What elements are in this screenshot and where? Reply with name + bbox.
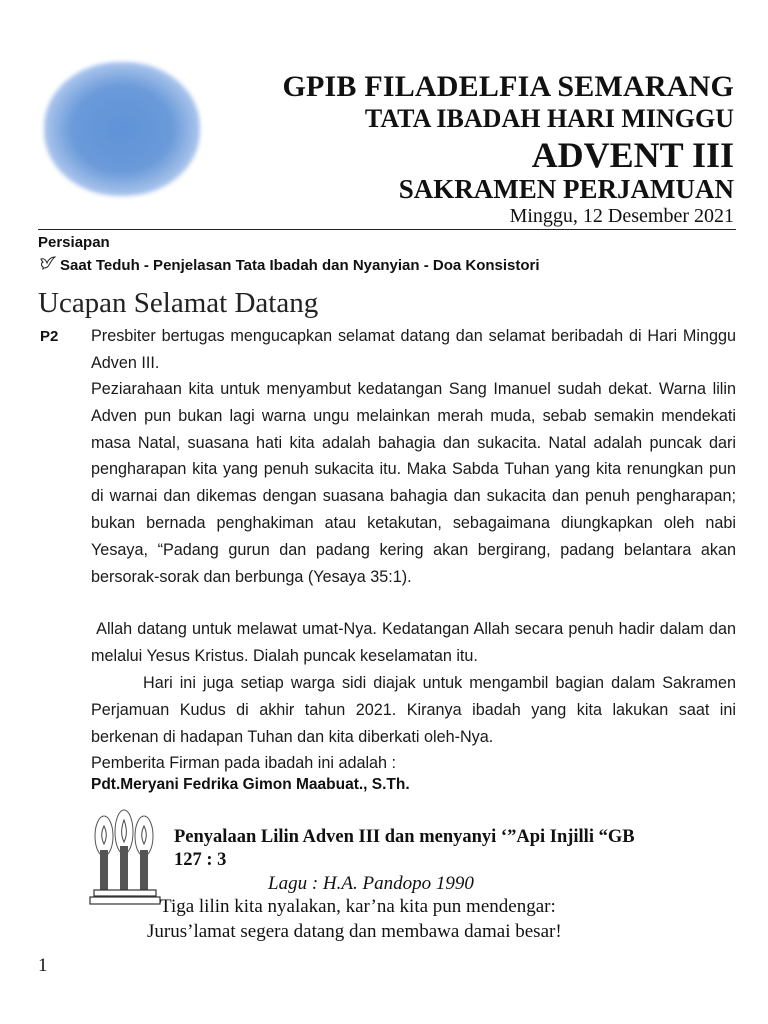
- song-title: [174, 826, 740, 872]
- welcome-paragraph-1: Presbiter bertugas mengucapkan selamat datang dan selamat beribadah di Hari Minggu Adven III.: [91, 327, 736, 372]
- song-title-line-1: Penyalaan Lilin Adven III dan menyanyi ‘”Api Injilli “GB: [174, 827, 635, 847]
- advent-candles-icon: [86, 806, 162, 910]
- lyric-line-1: Tiga lilin kita nyalakan, kar’na kita pun mendengar:: [160, 896, 556, 917]
- header-divider: [38, 229, 736, 230]
- welcome-paragraph-4: Hari ini juga setiap warga sidi diajak untuk mengambil bagian dalam Sakramen Perjamuan Kudus di akhir tahun 2021. Kiranya ibadah yang kita lakukan saat ini berkenan di hadapan Tuhan dan kita diberkati oleh-Nya.: [91, 674, 736, 746]
- service-date: Minggu, 12 Desember 2021: [509, 205, 734, 227]
- advent-title: ADVENT III: [531, 135, 734, 175]
- dove-icon: [40, 256, 60, 274]
- church-name: GPIB FILADELFIA SEMARANG: [282, 70, 734, 103]
- welcome-paragraph-2: Peziarahaan kita untuk menyambut kedatangan Sang Imanuel sudah dekat. Warna lilin Adven pun bukan lagi warna ungu melainkan merah muda, sebab semakin mendekati masa Natal, suasana hati kita adalah bahagia dan sukacita. Natal adalah puncak dari pengharapan kita yang penuh sukacita itu. Maka Sabda Tuhan yang kita renungkan pun di warnai dan dikemas dengan suasana bahagia dan sukacita dan penuh pengharapan; bukan bernada penghakiman atau ketakutan, sebagaimana diungkapkan oleh nabi Yesaya, “Padang gurun dan padang kering akan bergirang, padang belantara akan bersorak-sorak dan berbunga (Yesaya 35:1).: [91, 380, 736, 586]
- lyric-line-2: Jurus’lamat segera datang dan membawa damai besar!: [147, 921, 562, 942]
- section-title: Ucapan Selamat Datang: [38, 287, 319, 319]
- song-composer: Lagu : H.A. Pandopo 1990: [268, 873, 474, 894]
- sacrament-title: SAKRAMEN PERJAMUAN: [398, 174, 734, 204]
- preparation-title: Persiapan: [38, 234, 110, 251]
- speaker-label: P2: [40, 328, 59, 345]
- liturgy-title: TATA IBADAH HARI MINGGU: [364, 104, 734, 133]
- preacher-name: Pdt.Meryani Fedrika Gimon Maabuat., S.Th.: [91, 776, 410, 793]
- church-logo: [44, 62, 200, 196]
- welcome-paragraph-5: Pemberita Firman pada ibadah ini adalah :: [91, 754, 397, 772]
- welcome-paragraph-3: Allah datang untuk melawat umat-Nya. Kedatangan Allah secara penuh hadir dalam dan melalui Yesus Kristus. Dialah puncak keselamatan itu.: [91, 620, 741, 665]
- preparation-items: [40, 256, 540, 274]
- song-title-line-2: 127 : 3: [174, 850, 227, 870]
- page-number: 1: [38, 955, 48, 976]
- preparation-items-text: Saat Teduh - Penjelasan Tata Ibadah dan Nyanyian - Doa Konsistori: [60, 257, 540, 274]
